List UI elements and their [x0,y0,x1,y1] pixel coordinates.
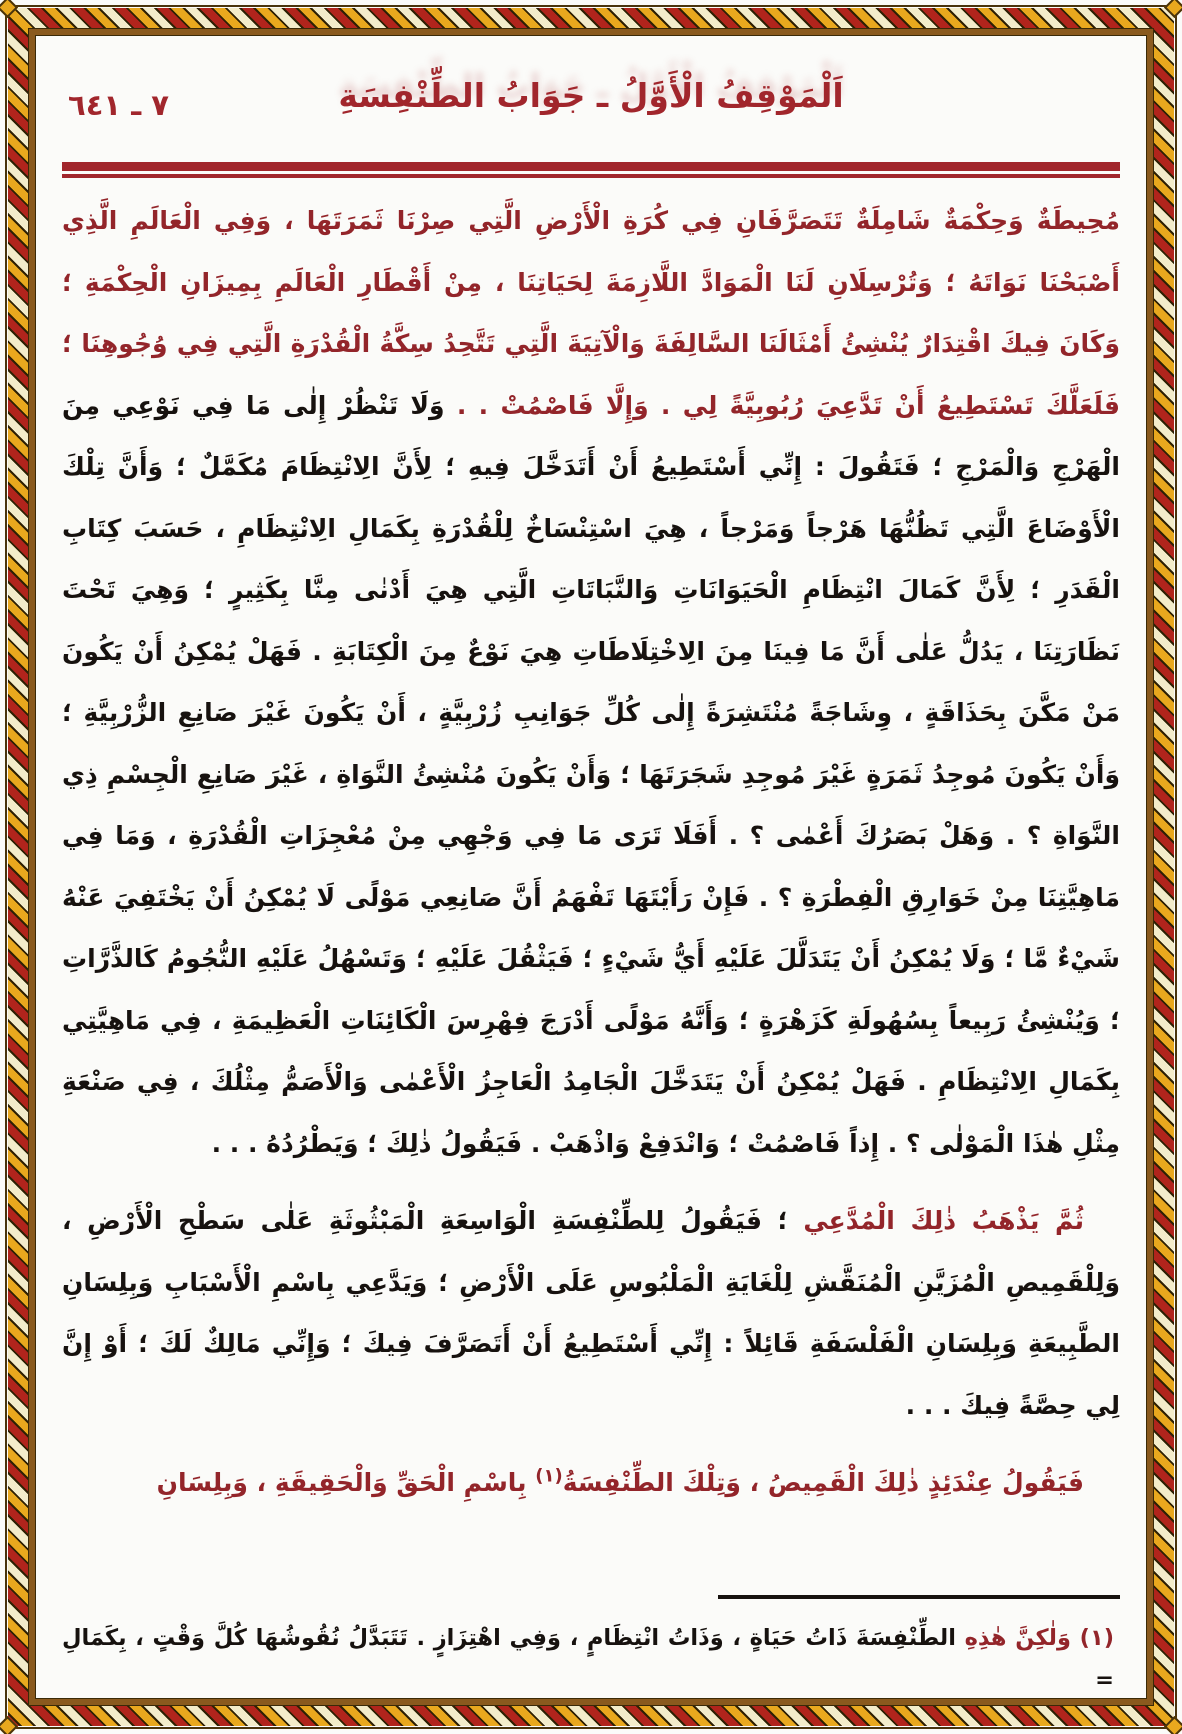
page-header [62,48,1120,154]
text-segment: فَيَقُولُ عِنْدَئِذٍ ذٰلِكَ الْقَمِيصُ ، وَتِلْكَ الطِّنْفِسَةُ [562,1468,1084,1497]
header-rule-thick [62,162,1120,171]
page-content [62,48,1120,1710]
page-title: اَلْمَوْقِفُ الْأَوَّلُ ـ جَوَابُ الطِّنْفِسَةِ [338,76,844,115]
footnote-separator [718,1595,1120,1599]
corner-ornament-icon [0,0,18,18]
body-paragraph [62,1452,1120,1514]
text-segment: ؛ فَيَقُولُ لِلطِّنْفِسَةِ الْوَاسِعَةِ الْمَبْثُوثَةِ عَلٰى سَطْحِ الْأَرْضِ ، وَلِلْقَمِيصِ الْمُزَيَّنِ الْمُنَقَّشِ لِلْغَايَةِ الْمَلْبُوسِ عَلَى الْأَرْضِ ؛ وَيَدَّعِي بِاسْمِ الْأَسْبَابِ وَبِلِسَانِ الطَّبِيعَةِ وَبِلِسَانِ الْفَلْسَفَةِ قَائِلاً : إِنِّي أَسْتَطِيعُ أَنْ أَتَصَرَّفَ فِيكَ ؛ وَإِنِّي مَالِكٌ لَكَ ؛ أَوْ إِنَّ لِي حِصَّةً فِيكَ . . . [62,1206,1120,1420]
text-segment: (١) وَلٰكِنَّ هٰذِهِ [955,1624,1114,1651]
text-segment: مُحِيطَةٌ وَحِكْمَةٌ شَامِلَةٌ تَتَصَرَّفَانِ فِي كُرَةِ الْأَرْضِ الَّتِي صِرْنَا ثَمَرَتَهَا ، وَفِي الْعَالَمِ الَّذِي أَصْبَحْنَا نَوَاتَهُ ؛ وَتُرْسِلَانِ لَنَا الْمَوَادَّ اللَّازِمَةَ لِحَيَاتِنَا ، مِنْ أَقْطَارِ الْعَالَمِ بِمِيزَانِ الْحِكْمَةِ ؛ وَكَانَ فِيكَ اقْتِدَارٌ يُنْشِئُ أَمْثَالَنَا السَّالِفَةَ وَالْآتِيَةَ الَّتِي تَتَّحِدُ سِكَّةُ الْقُدْرَةِ الَّتِي فِي وُجُوهِنَا ؛ فَلَعَلَّكَ تَسْتَطِيعُ أَنْ تَدَّعِيَ رُبُوبِيَّةً لِي . وَإِلَّا فَاصْمُتْ . . [62,206,1120,420]
body-paragraph [62,1190,1120,1436]
text-segment: بِاسْمِ الْحَقِّ وَالْحَقِيقَةِ ، وَبِلِسَانِ [156,1468,536,1497]
text-segment: وَلَا تَنْظُرْ إِلٰى مَا فِي نَوْعِي مِنَ الْهَرْجِ وَالْمَرْجِ ؛ فَتَقُولَ : إِنِّي أَسْتَطِيعُ أَنْ أَتَدَخَّلَ فِيهِ ؛ لِأَنَّ الِانْتِظَامَ مُكَمَّلٌ ؛ وَأَنَّ تِلْكَ الْأَوْضَاعَ الَّتِي تَظُنُّهَا هَرْجاً وَمَرْجاً ، هِيَ اسْتِنْسَاخٌ لِلْقُدْرَةِ بِكَمَالِ الِانْتِظَامِ ، حَسَبَ كِتَابِ الْقَدَرِ ؛ لِأَنَّ كَمَالَ انْتِظَامِ الْحَيَوَانَاتِ وَالنَّبَاتَاتِ الَّتِي هِيَ أَدْنٰى مِنَّا بِكَثِيرٍ ؛ وَهِيَ تَحْتَ نَظَارَتِنَا ، يَدُلُّ عَلٰى أَنَّ مَا فِينَا مِنَ الِاخْتِلَاطَاتِ هِيَ نَوْعٌ مِنَ الْكِتَابَةِ . فَهَلْ يُمْكِنُ أَنْ يَكُونَ مَنْ مَكَّنَ بِحَذَاقَةٍ ، وِشَاجَةً مُنْتَشِرَةً إِلٰى كُلِّ جَوَانِبِ زُرْبِيَّةٍ ، أَنْ يَكُونَ غَيْرَ صَانِعِ الزُّرْبِيَّةِ ؛ وَأَنْ يَكُونَ مُوجِدُ ثَمَرَةٍ غَيْرَ مُوجِدِ شَجَرَتَهَا ؛ وَأَنْ يَكُونَ مُنْشِئُ النَّوَاةِ ، غَيْرَ صَانِعِ الْجِسْمِ ذِي النَّوَاةِ ؟ . وَهَلْ بَصَرُكَ أَعْمٰى ؟ . أَفَلَا تَرَى مَا فِي وَجْهِي مِنْ مُعْجِزَاتِ الْقُدْرَةِ ، وَمَا فِي مَاهِيَّتِنَا مِنْ خَوَارِقِ الْفِطْرَةِ ؟ . فَإِنْ رَأَيْتَهَا تَفْهَمُ أَنَّ صَانِعِي مَوْلًى لَا يُمْكِنُ أَنْ يَخْتَفِيَ عَنْهُ شَيْءٌ مَّا ؛ وَلَا يُمْكِنُ أَنْ يَتَدَلَّلَ عَلَيْهِ أَيُّ شَيْءٍ ؛ فَيَثْقُلَ عَلَيْهِ ؛ وَتَسْهُلُ عَلَيْهِ النُّجُومُ كَالذَّرَّاتِ ؛ وَيُنْشِئُ رَبِيعاً بِسُهُولَةِ كَزَهْرَةٍ ؛ وَأَنَّهُ مَوْلًى أَدْرَجَ فِهْرِسَ الْكَائِنَاتِ الْعَظِيمَةِ ، فِي مَاهِيَّتِي بِكَمَالِ الِانْتِظَامِ . فَهَلْ يُمْكِنُ أَنْ يَتَدَخَّلَ الْجَامِدُ الْعَاجِزُ الْأَعْمٰى وَالْأَصَمُّ مِثْلُكَ ، فِي صَنْعَةِ مِثْلِ هٰذَا الْمَوْلٰى ؟ . إِذاً فَاصْمُتْ ؛ وَانْدَفِعْ وَاذْهَبْ . فَيَقُولُ ذٰلِكَ ؛ وَيَطْرُدُهُ . . . [62,390,1120,1158]
body-paragraph [62,190,1120,1174]
header-rule-thin [62,174,1120,178]
corner-ornament-icon [1164,0,1182,18]
corner-ornament-icon [1164,1716,1182,1734]
footnote-text [62,1617,1114,1703]
text-segment: ثُمَّ يَذْهَبُ ذٰلِكَ الْمُدَّعِي [787,1206,1084,1235]
page-number: ٧ ـ ٦٤١ [68,88,169,122]
corner-ornament-icon [0,1716,18,1734]
body-text [62,190,1120,1540]
text-segment: الطِّنْفِسَةَ ذَاتُ حَيَاةٍ ، وَذَاتُ انْتِظَامٍ ، وَفِي اهْتِزَازٍ . تَتَبَدَّلُ نُقُوشُهَا كُلَّ وَقْتٍ ، بِكَمَالِ = [62,1624,1114,1694]
footnote-area [62,1595,1120,1703]
footnote-marker: (١) [535,1465,563,1487]
